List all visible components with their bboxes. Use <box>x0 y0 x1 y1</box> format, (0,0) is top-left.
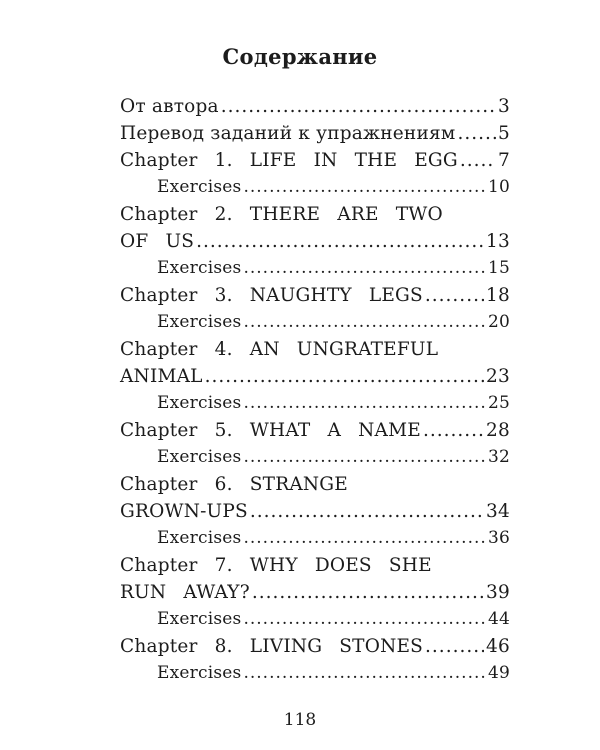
dot-leader <box>243 174 486 201</box>
exercises-page: 49 <box>487 663 510 683</box>
exercises-label: Exercises <box>157 528 242 548</box>
chapter-title-line2: GROWN-UPS <box>120 501 248 522</box>
dot-leader <box>425 633 484 660</box>
exercises-label: Exercises <box>157 312 242 332</box>
chapter-page: 46 <box>486 636 510 657</box>
toc-chapter-4 <box>120 336 510 417</box>
chapter-page: 39 <box>486 582 510 603</box>
dot-leader <box>243 444 486 471</box>
chapter-title: Chapter 8. LIVING STONES <box>120 636 424 657</box>
exercises-label: Exercises <box>157 393 242 413</box>
chapter-page: 13 <box>486 231 510 252</box>
chapter-title: Chapter 1. LIFE IN THE EGG <box>120 150 458 171</box>
chapter-title: Chapter 5. WHAT A NAME <box>120 420 421 441</box>
exercises-page: 20 <box>487 312 510 332</box>
toc-entry-author <box>120 93 510 120</box>
dot-leader <box>243 255 486 282</box>
chapter-title-line1: Chapter 6. STRANGE <box>120 474 348 495</box>
exercises-label: Exercises <box>157 663 242 683</box>
dot-leader <box>250 498 484 525</box>
toc-entry-page: 3 <box>498 96 510 117</box>
toc-chapter-1 <box>120 147 510 201</box>
toc-chapter-3 <box>120 282 510 336</box>
exercises-page: 44 <box>487 609 510 629</box>
toc-chapter-7 <box>120 552 510 633</box>
exercises-page: 25 <box>487 393 510 413</box>
table-of-contents <box>120 93 510 687</box>
dot-leader <box>243 660 486 687</box>
chapter-title-line2: OF US <box>120 231 195 252</box>
dot-leader <box>252 579 484 606</box>
toc-entry-translation <box>120 120 510 147</box>
exercises-label: Exercises <box>157 258 242 278</box>
exercises-label: Exercises <box>157 609 242 629</box>
exercises-page: 36 <box>487 528 510 548</box>
exercises-page: 32 <box>487 447 510 467</box>
chapter-title: Chapter 3. NAUGHTY LEGS <box>120 285 423 306</box>
toc-entry-page: 5 <box>498 123 510 144</box>
chapter-page: 28 <box>486 420 510 441</box>
chapter-title-line2: RUN AWAY? <box>120 582 250 603</box>
exercises-label: Exercises <box>157 447 242 467</box>
dot-leader <box>423 417 484 444</box>
dot-leader <box>243 390 486 417</box>
dot-leader <box>243 606 486 633</box>
dot-leader <box>221 93 496 120</box>
toc-chapter-2 <box>120 201 510 282</box>
toc-chapter-8 <box>120 633 510 687</box>
dot-leader <box>196 228 484 255</box>
chapter-page: 7 <box>498 150 510 171</box>
dot-leader <box>425 282 484 309</box>
chapter-page: 23 <box>486 366 510 387</box>
toc-chapter-5 <box>120 417 510 471</box>
page-title: Содержание <box>222 44 378 69</box>
dot-leader <box>243 309 486 336</box>
toc-chapter-6 <box>120 471 510 552</box>
chapter-page: 34 <box>486 501 510 522</box>
toc-entry-label: Перевод заданий к упражнениям <box>120 123 456 144</box>
chapter-page: 18 <box>486 285 510 306</box>
chapter-title-line1: Chapter 4. AN UNGRATEFUL <box>120 339 439 360</box>
dot-leader <box>457 120 496 147</box>
exercises-page: 10 <box>487 177 510 197</box>
exercises-label: Exercises <box>157 177 242 197</box>
dot-leader <box>205 363 484 390</box>
toc-entry-label: От автора <box>120 96 219 117</box>
dot-leader <box>243 525 486 552</box>
page-number: 118 <box>283 710 317 730</box>
dot-leader <box>460 147 496 174</box>
chapter-title-line1: Chapter 7. WHY DOES SHE <box>120 555 432 576</box>
exercises-page: 15 <box>487 258 510 278</box>
chapter-title-line1: Chapter 2. THERE ARE TWO <box>120 204 443 225</box>
chapter-title-line2: ANIMAL <box>120 366 203 387</box>
